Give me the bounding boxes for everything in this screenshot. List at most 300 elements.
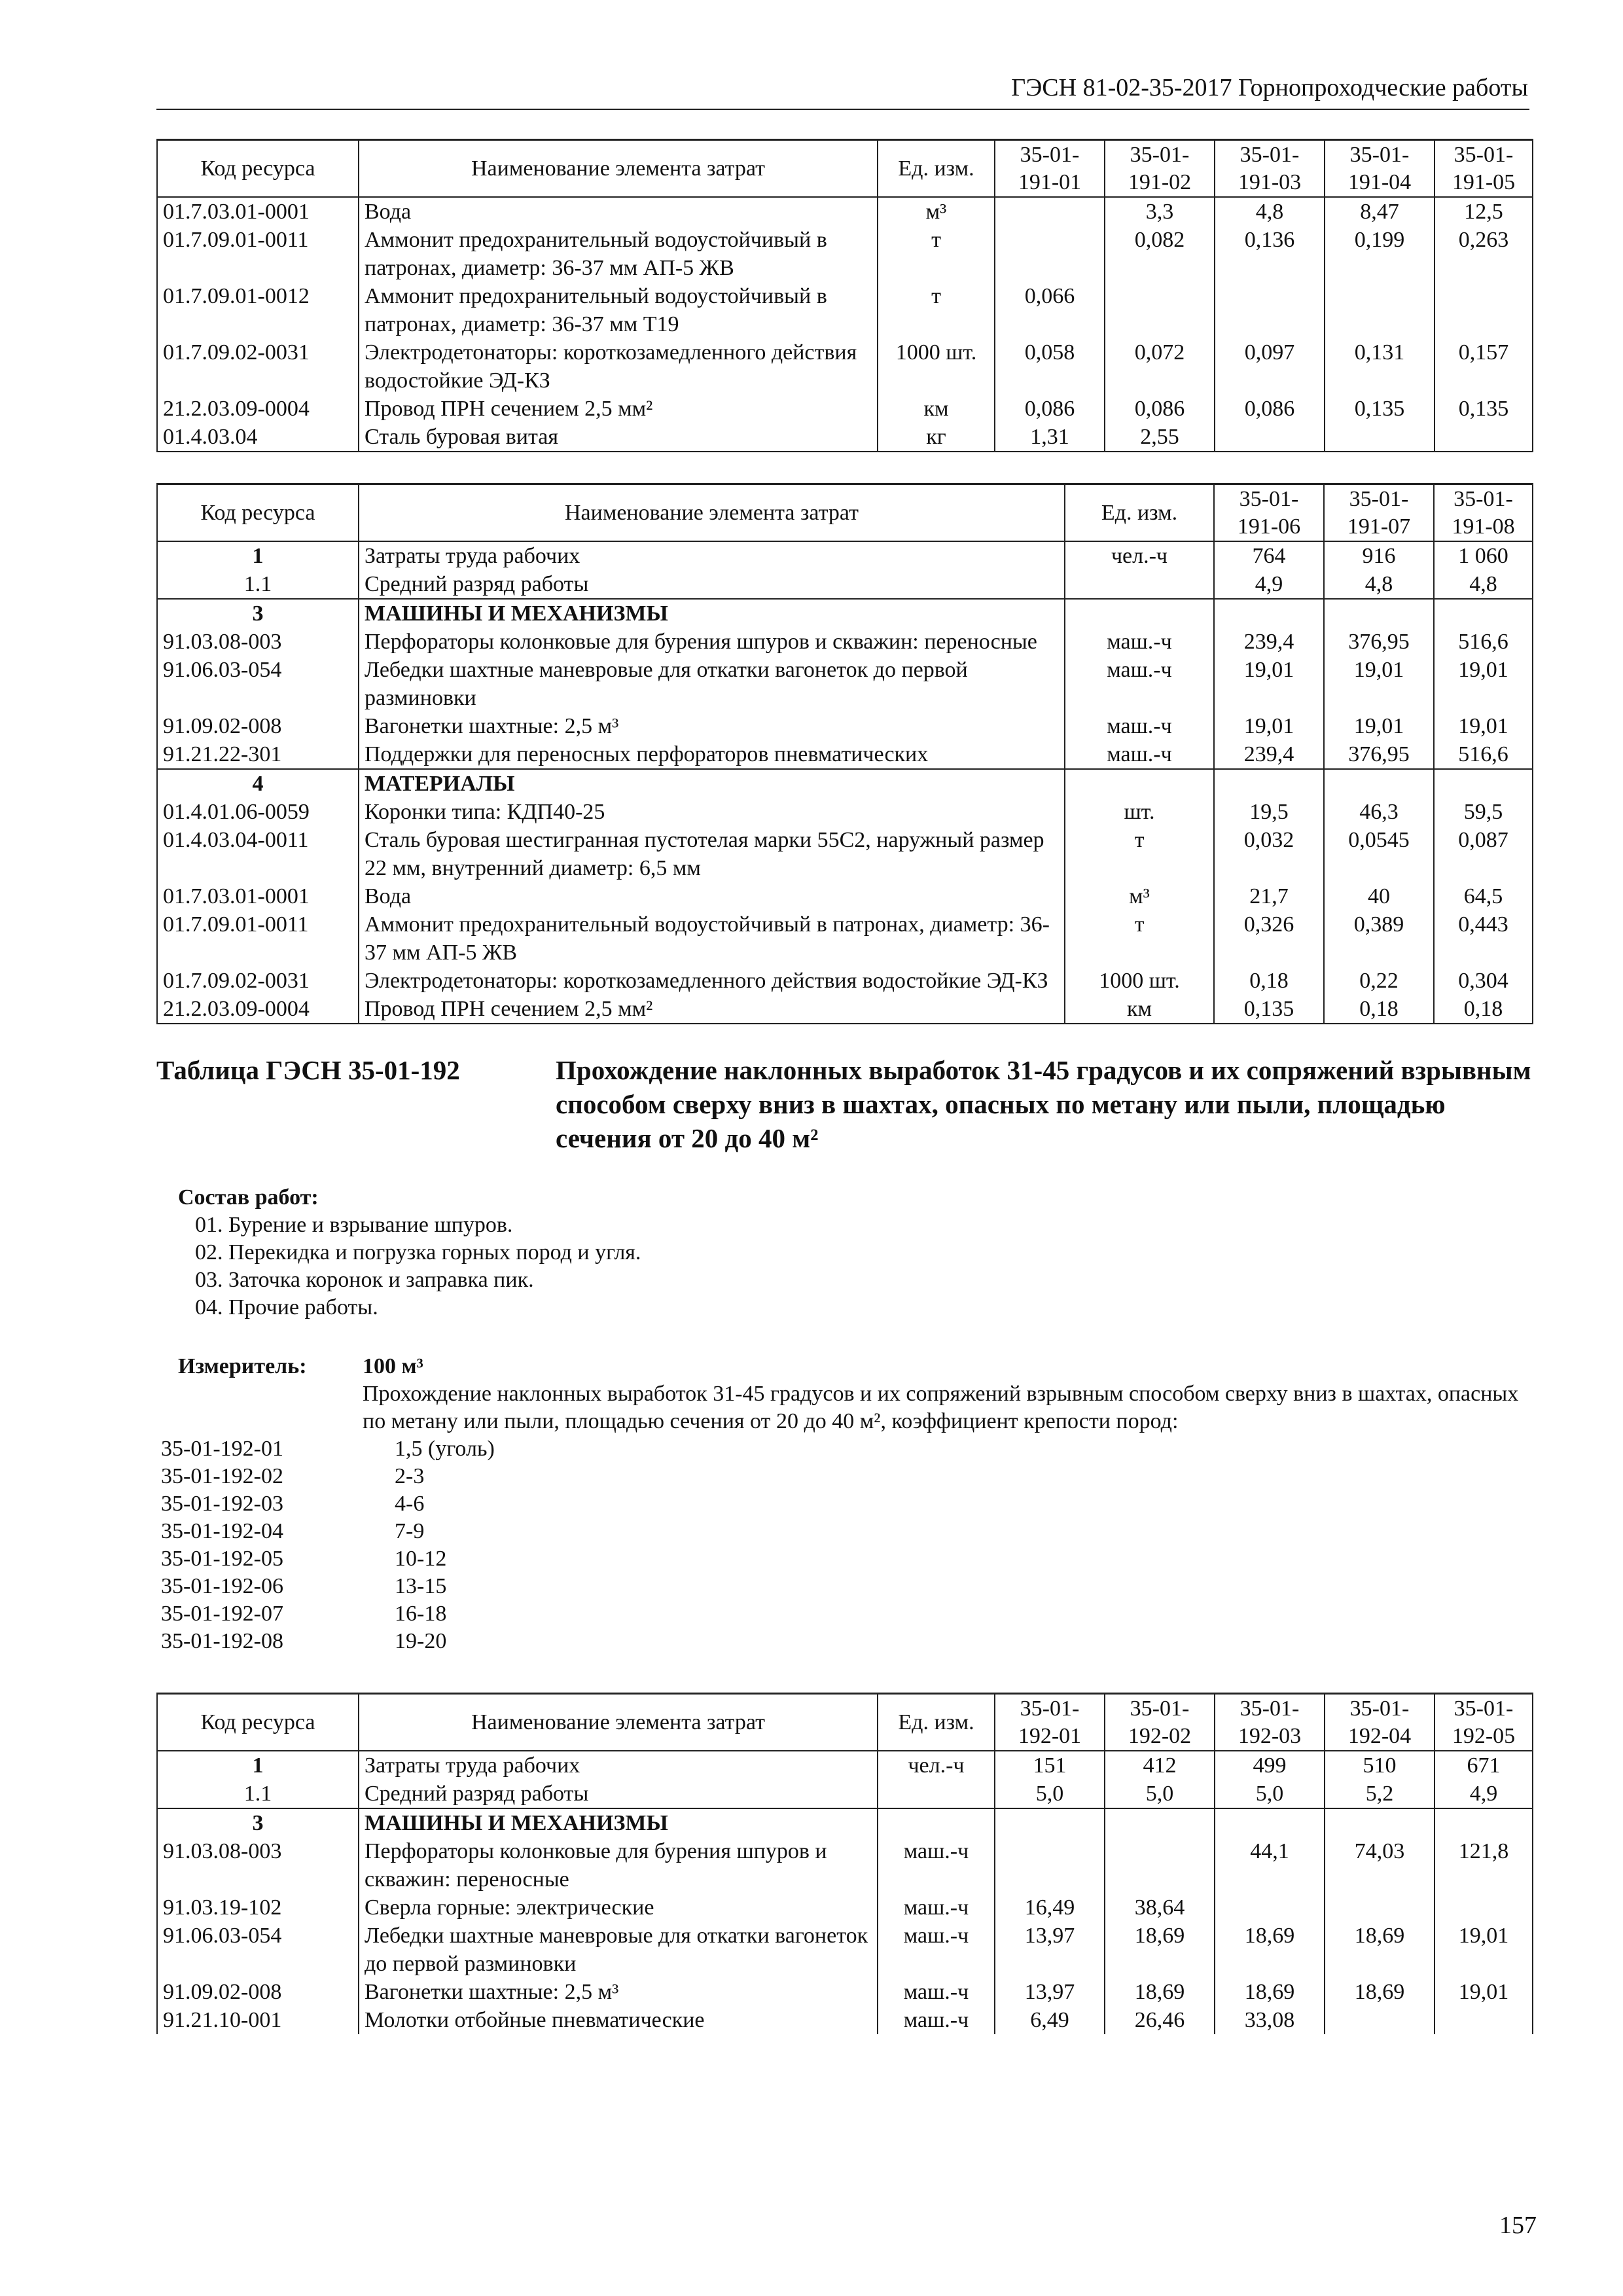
unit-cell: маш.-ч [1065,740,1214,769]
norm-value: 0,136 [1215,226,1325,282]
norm-value: 18,69 [1325,1978,1435,2006]
norm-value: 0,086 [1215,395,1325,423]
norm-value: 0,263 [1435,226,1533,282]
unit-cell: маш.-ч [878,2006,995,2034]
resource-code: 91.21.22-301 [157,740,359,769]
norm-value [1324,769,1434,798]
table-row [157,338,1533,395]
resource-code: 1.1 [157,1780,359,1808]
norm-value: 1 060 [1434,541,1533,570]
resource-code: 01.4.03.04 [157,423,359,452]
norm-value: 6,49 [995,2006,1105,2034]
header-row [157,1694,1533,1751]
norm-value: 26,46 [1105,2006,1215,2034]
table-row [157,712,1533,740]
meter-code-row [161,1600,1532,1628]
works-composition [178,1184,1532,1321]
unit-cell: маш.-ч [878,1893,995,1922]
resource-name: Сталь буровая шестигранная пустотелая марки 55С2, наружный размер 22 мм, внутренний диаметр: 6,5 мм [359,826,1065,882]
norm-value: 151 [995,1751,1105,1780]
meter-code: 35-01-192-05 [161,1547,283,1571]
resource-code: 01.7.03.01-0001 [157,882,359,910]
norm-value [995,1837,1105,1893]
resource-table-191-06-08 [156,483,1533,1024]
norm-value [1434,769,1533,798]
col-header-code: Код ресурса [157,1694,359,1751]
table-row [157,740,1533,769]
row-group [157,1751,1533,1808]
resource-name: Затраты труда рабочих [359,541,1065,570]
resource-code: 3 [157,1808,359,1837]
norm-value [1215,1893,1325,1922]
norm-value: 0,082 [1105,226,1215,282]
table-caption-label: Таблица ГЭСН 35-01-192 [156,1055,460,1085]
row-group [157,541,1533,599]
norm-value: 516,6 [1434,740,1533,769]
norm-value: 0,18 [1434,995,1533,1024]
works-item: 02. Перекидка и погрузка горных пород и угля. [195,1240,641,1265]
meter-code-row [161,1573,1532,1600]
meter-code-row [161,1463,1532,1490]
col-header-unit: Ед. изм. [1065,484,1214,542]
norm-value: 516,6 [1434,628,1533,656]
unit-cell: м³ [878,197,995,226]
norm-value: 18,69 [1105,1978,1215,2006]
norm-value: 0,326 [1214,910,1324,967]
unit-cell: маш.-ч [878,1922,995,1978]
norm-value: 19,01 [1324,712,1434,740]
norm-value: 38,64 [1105,1893,1215,1922]
resource-name: Молотки отбойные пневматические [359,2006,878,2034]
resource-name: Провод ПРН сечением 2,5 мм² [359,395,878,423]
norm-value: 412 [1105,1751,1215,1780]
meter-description: Прохождение наклонных выработок 31-45 градусов и их сопряжений взрывным способом сверху вниз в шахтах, опасных по метану или пыли, площадью сечения от 20 до 40 м², коэффициент крепости пород: [363,1382,1519,1433]
resource-table-192-01-05 [156,1693,1533,2034]
resource-code: 91.09.02-008 [157,1978,359,2006]
unit-cell [1065,769,1214,798]
table-row [157,1780,1533,1808]
norm-value: 0,0545 [1324,826,1434,882]
unit-cell: 1000 шт. [878,338,995,395]
norm-value: 0,135 [1214,995,1324,1024]
row-group [157,769,1533,1024]
norm-value: 19,01 [1214,656,1324,712]
resource-code: 91.06.03-054 [157,1922,359,1978]
col-header-norm: 35-01- 191-05 [1435,140,1533,198]
unit-cell [878,1780,995,1808]
norm-value: 19,01 [1324,656,1434,712]
norm-value: 12,5 [1435,197,1533,226]
norm-value [1215,423,1325,452]
meter-code-value: 10-12 [395,1547,447,1571]
col-header-norm: 35-01- 192-03 [1215,1694,1325,1751]
norm-value: 0,066 [995,282,1105,338]
norm-value: 499 [1215,1751,1325,1780]
norm-value: 8,47 [1325,197,1435,226]
meter-code-value: 2-3 [395,1464,425,1488]
table-row [157,1922,1533,1978]
norm-value: 0,389 [1324,910,1434,967]
norm-value: 21,7 [1214,882,1324,910]
row-group [157,1808,1533,2034]
resource-name: Аммонит предохранительный водоустойчивый в патронах, диаметр: 36-37 мм АП-5 ЖВ [359,910,1065,967]
resource-name: МАШИНЫ И МЕХАНИЗМЫ [359,599,1065,628]
unit-cell: т [878,226,995,282]
norm-value [1324,599,1434,628]
table-row [157,226,1533,282]
norm-value [1325,1808,1435,1837]
resource-name: Вода [359,197,878,226]
resource-name: Перфораторы колонковые для бурения шпуров и скважин: переносные [359,628,1065,656]
norm-value: 1,31 [995,423,1105,452]
works-item: 01. Бурение и взрывание шпуров. [195,1213,513,1237]
unit-cell: км [1065,995,1214,1024]
table-row [157,2006,1533,2034]
norm-value: 0,22 [1324,967,1434,995]
unit-cell: т [878,282,995,338]
norm-value [1105,1837,1215,1893]
norm-value [1325,282,1435,338]
table-row [157,882,1533,910]
resource-name: Электродетонаторы: короткозамедленного действия водостойкие ЭД-КЗ [359,338,878,395]
norm-value: 19,01 [1434,712,1533,740]
col-header-norm: 35-01- 191-03 [1215,140,1325,198]
resource-name: Сверла горные: электрические [359,1893,878,1922]
table-row [157,395,1533,423]
norm-value: 4,8 [1434,570,1533,599]
norm-value [1105,282,1215,338]
col-header-norm: 35-01- 191-08 [1434,484,1533,542]
table-caption-title: Прохождение наклонных выработок 31-45 градусов и их сопряжений взрывным способом сверху вниз в шахтах, опасных по метану или пыли, площадью сечения от 20 до 40 м² [556,1055,1531,1153]
header-row [157,484,1533,542]
works-item: 03. Заточка коронок и заправка пик. [195,1268,534,1292]
norm-value: 0,058 [995,338,1105,395]
norm-value: 18,69 [1215,1922,1325,1978]
table-row [157,197,1533,226]
norm-value: 5,0 [995,1780,1105,1808]
norm-value [1435,2006,1533,2034]
resource-code: 21.2.03.09-0004 [157,995,359,1024]
col-header-unit: Ед. изм. [878,140,995,198]
norm-value: 2,55 [1105,423,1215,452]
col-header-norm: 35-01- 192-02 [1105,1694,1215,1751]
table-row [157,995,1533,1024]
norm-value [995,1808,1105,1837]
resource-name: Вагонетки шахтные: 2,5 м³ [359,1978,878,2006]
col-header-code: Код ресурса [157,484,359,542]
norm-value: 33,08 [1215,2006,1325,2034]
header-row [157,140,1533,198]
resource-name: Провод ПРН сечением 2,5 мм² [359,995,1065,1024]
col-header-unit: Ед. изм. [878,1694,995,1751]
col-header-code: Код ресурса [157,140,359,198]
unit-cell [878,1808,995,1837]
header-rule [156,109,1529,110]
resource-code: 91.21.10-001 [157,2006,359,2034]
table-row [157,1893,1533,1922]
table-row [157,1978,1533,2006]
norm-value: 0,443 [1434,910,1533,967]
resource-code: 01.4.01.06-0059 [157,798,359,826]
col-header-norm: 35-01- 191-07 [1324,484,1434,542]
norm-value [1105,1808,1215,1837]
norm-value: 19,5 [1214,798,1324,826]
resource-name: Сталь буровая витая [359,423,878,452]
resource-name: Вагонетки шахтные: 2,5 м³ [359,712,1065,740]
norm-value [1325,1893,1435,1922]
meter-code-value: 19-20 [395,1629,447,1653]
table-row [157,1751,1533,1780]
resource-table-191-01-05 [156,139,1533,452]
norm-value: 0,131 [1325,338,1435,395]
resource-name: Аммонит предохранительный водоустойчивый в патронах, диаметр: 36-37 мм Т19 [359,282,878,338]
norm-value: 0,086 [1105,395,1215,423]
norm-value: 0,086 [995,395,1105,423]
meter-code: 35-01-192-07 [161,1602,283,1626]
norm-value [1435,423,1533,452]
resource-name: Аммонит предохранительный водоустойчивый в патронах, диаметр: 36-37 мм АП-5 ЖВ [359,226,878,282]
resource-name: Средний разряд работы [359,570,1065,599]
norm-value: 0,135 [1325,395,1435,423]
norm-value: 64,5 [1434,882,1533,910]
resource-code: 91.03.19-102 [157,1893,359,1922]
resource-code: 91.09.02-008 [157,712,359,740]
unit-cell: маш.-ч [878,1978,995,2006]
resource-code: 01.7.09.01-0012 [157,282,359,338]
norm-value: 764 [1214,541,1324,570]
unit-cell: чел.-ч [1065,541,1214,570]
norm-value: 239,4 [1214,740,1324,769]
col-header-norm: 35-01- 191-06 [1214,484,1324,542]
norm-value: 74,03 [1325,1837,1435,1893]
unit-cell [1065,570,1214,599]
norm-value: 376,95 [1324,628,1434,656]
resource-code: 3 [157,599,359,628]
unit-cell: км [878,395,995,423]
meter-code-value: 16-18 [395,1602,447,1626]
norm-value [1435,1808,1533,1837]
unit-cell: маш.-ч [1065,628,1214,656]
resource-code: 01.7.09.02-0031 [157,967,359,995]
meter-code: 35-01-192-02 [161,1464,283,1488]
col-header-name: Наименование элемента затрат [359,1694,878,1751]
resource-name: Лебедки шахтные маневровые для откатки вагонеток до первой разминовки [359,1922,878,1978]
norm-value: 916 [1324,541,1434,570]
norm-value: 44,1 [1215,1837,1325,1893]
table-row [157,656,1533,712]
norm-value [1214,769,1324,798]
table-row [157,282,1533,338]
col-header-norm: 35-01- 192-05 [1435,1694,1533,1751]
col-header-norm: 35-01- 191-04 [1325,140,1435,198]
table-row [157,1808,1533,1837]
norm-value: 0,18 [1214,967,1324,995]
table-row [157,1837,1533,1893]
resource-code: 91.03.08-003 [157,628,359,656]
resource-code: 1 [157,541,359,570]
meter-code-value: 4-6 [395,1492,425,1516]
table-row [157,423,1533,452]
norm-value: 0,18 [1324,995,1434,1024]
norm-value: 18,69 [1325,1922,1435,1978]
norm-value: 0,304 [1434,967,1533,995]
col-header-norm: 35-01- 192-01 [995,1694,1105,1751]
norm-value: 121,8 [1435,1837,1533,1893]
unit-cell: т [1065,826,1214,882]
norm-value: 0,199 [1325,226,1435,282]
resource-name: Вода [359,882,1065,910]
table-row [157,628,1533,656]
meter-code-value: 13-15 [395,1574,447,1598]
norm-value: 19,01 [1435,1978,1533,2006]
meter-code: 35-01-192-06 [161,1574,283,1598]
works-item: 04. Прочие работы. [195,1295,378,1319]
meter-code: 35-01-192-03 [161,1492,283,1516]
norm-value [1435,1893,1533,1922]
norm-value: 671 [1435,1751,1533,1780]
works-heading: Состав работ: [178,1185,319,1210]
resource-name: МАШИНЫ И МЕХАНИЗМЫ [359,1808,878,1837]
norm-value [995,226,1105,282]
norm-value [1215,282,1325,338]
unit-cell: 1000 шт. [1065,967,1214,995]
col-header-norm: 35-01- 192-04 [1325,1694,1435,1751]
norm-value: 0,087 [1434,826,1533,882]
norm-value: 18,69 [1105,1922,1215,1978]
norm-value: 510 [1325,1751,1435,1780]
norm-value [1435,282,1533,338]
unit-cell: т [1065,910,1214,967]
resource-code: 91.03.08-003 [157,1837,359,1893]
meter-code: 35-01-192-04 [161,1519,283,1543]
norm-value: 5,0 [1215,1780,1325,1808]
table-row [157,541,1533,570]
col-header-name: Наименование элемента затрат [359,140,878,198]
norm-value [1434,599,1533,628]
table-row [157,967,1533,995]
norm-value: 40 [1324,882,1434,910]
table-row [157,599,1533,628]
meter-label: Измеритель: [178,1354,307,1378]
table-row [157,570,1533,599]
norm-value: 0,157 [1435,338,1533,395]
resource-code: 21.2.03.09-0004 [157,395,359,423]
meter-code: 35-01-192-01 [161,1437,283,1461]
table-row [157,798,1533,826]
table-row [157,910,1533,967]
norm-value: 0,072 [1105,338,1215,395]
table-caption [156,1053,1532,1155]
meter-code-row [161,1490,1532,1518]
norm-value: 5,2 [1325,1780,1435,1808]
meter-section [156,1353,1532,1655]
norm-value: 4,8 [1215,197,1325,226]
resource-name: Лебедки шахтные маневровые для откатки вагонеток до первой разминовки [359,656,1065,712]
meter-code-list [161,1435,1532,1655]
resource-name: Электродетонаторы: короткозамедленного действия водостойкие ЭД-КЗ [359,967,1065,995]
meter-code-row [161,1628,1532,1655]
norm-value: 4,9 [1214,570,1324,599]
norm-value: 16,49 [995,1893,1105,1922]
norm-value: 5,0 [1105,1780,1215,1808]
table-row [157,826,1533,882]
resource-code: 01.4.03.04-0011 [157,826,359,882]
resource-code: 1 [157,1751,359,1780]
row-group [157,599,1533,769]
unit-cell [1065,599,1214,628]
norm-value: 19,01 [1434,656,1533,712]
resource-code: 01.7.09.02-0031 [157,338,359,395]
meter-code-value: 7-9 [395,1519,425,1543]
resource-name: Коронки типа: КДП40-25 [359,798,1065,826]
norm-value: 0,032 [1214,826,1324,882]
norm-value: 59,5 [1434,798,1533,826]
norm-value: 4,8 [1324,570,1434,599]
norm-value: 0,135 [1435,395,1533,423]
norm-value [995,197,1105,226]
meter-code: 35-01-192-08 [161,1629,283,1653]
norm-value [1214,599,1324,628]
resource-code: 01.7.03.01-0001 [157,197,359,226]
norm-value: 18,69 [1215,1978,1325,2006]
norm-value: 0,097 [1215,338,1325,395]
table-row [157,769,1533,798]
unit-cell: маш.-ч [878,1837,995,1893]
norm-value: 4,9 [1435,1780,1533,1808]
norm-value: 46,3 [1324,798,1434,826]
unit-cell: чел.-ч [878,1751,995,1780]
col-header-norm: 35-01- 191-01 [995,140,1105,198]
unit-cell: маш.-ч [1065,656,1214,712]
unit-cell: кг [878,423,995,452]
resource-name: Перфораторы колонковые для бурения шпуров и скважин: переносные [359,1837,878,1893]
resource-code: 91.06.03-054 [157,656,359,712]
norm-value [1325,423,1435,452]
resource-name: Средний разряд работы [359,1780,878,1808]
norm-value [1325,2006,1435,2034]
resource-name: Затраты труда рабочих [359,1751,878,1780]
meter-code-value: 1,5 (уголь) [395,1437,495,1461]
meter-code-row [161,1545,1532,1573]
resource-code: 01.7.09.01-0011 [157,226,359,282]
norm-value: 239,4 [1214,628,1324,656]
page-body [156,139,1532,2034]
resource-code: 01.7.09.01-0011 [157,910,359,967]
norm-value: 19,01 [1214,712,1324,740]
norm-value: 376,95 [1324,740,1434,769]
unit-cell: шт. [1065,798,1214,826]
resource-code: 4 [157,769,359,798]
norm-value: 3,3 [1105,197,1215,226]
meter-code-row [161,1518,1532,1545]
meter-unit: 100 м³ [363,1354,423,1378]
unit-cell: маш.-ч [1065,712,1214,740]
page-number: 157 [1499,2212,1537,2239]
col-header-norm: 35-01- 191-02 [1105,140,1215,198]
norm-value: 19,01 [1435,1922,1533,1978]
meter-code-row [161,1435,1532,1463]
norm-value: 13,97 [995,1922,1105,1978]
norm-value: 13,97 [995,1978,1105,2006]
resource-name: МАТЕРИАЛЫ [359,769,1065,798]
resource-name: Поддержки для переносных перфораторов пневматических [359,740,1065,769]
running-header: ГЭСН 81-02-35-2017 Горнопроходческие работы [1011,74,1528,101]
resource-code: 1.1 [157,570,359,599]
norm-value [1215,1808,1325,1837]
col-header-name: Наименование элемента затрат [359,484,1065,542]
unit-cell: м³ [1065,882,1214,910]
row-group [157,197,1533,452]
